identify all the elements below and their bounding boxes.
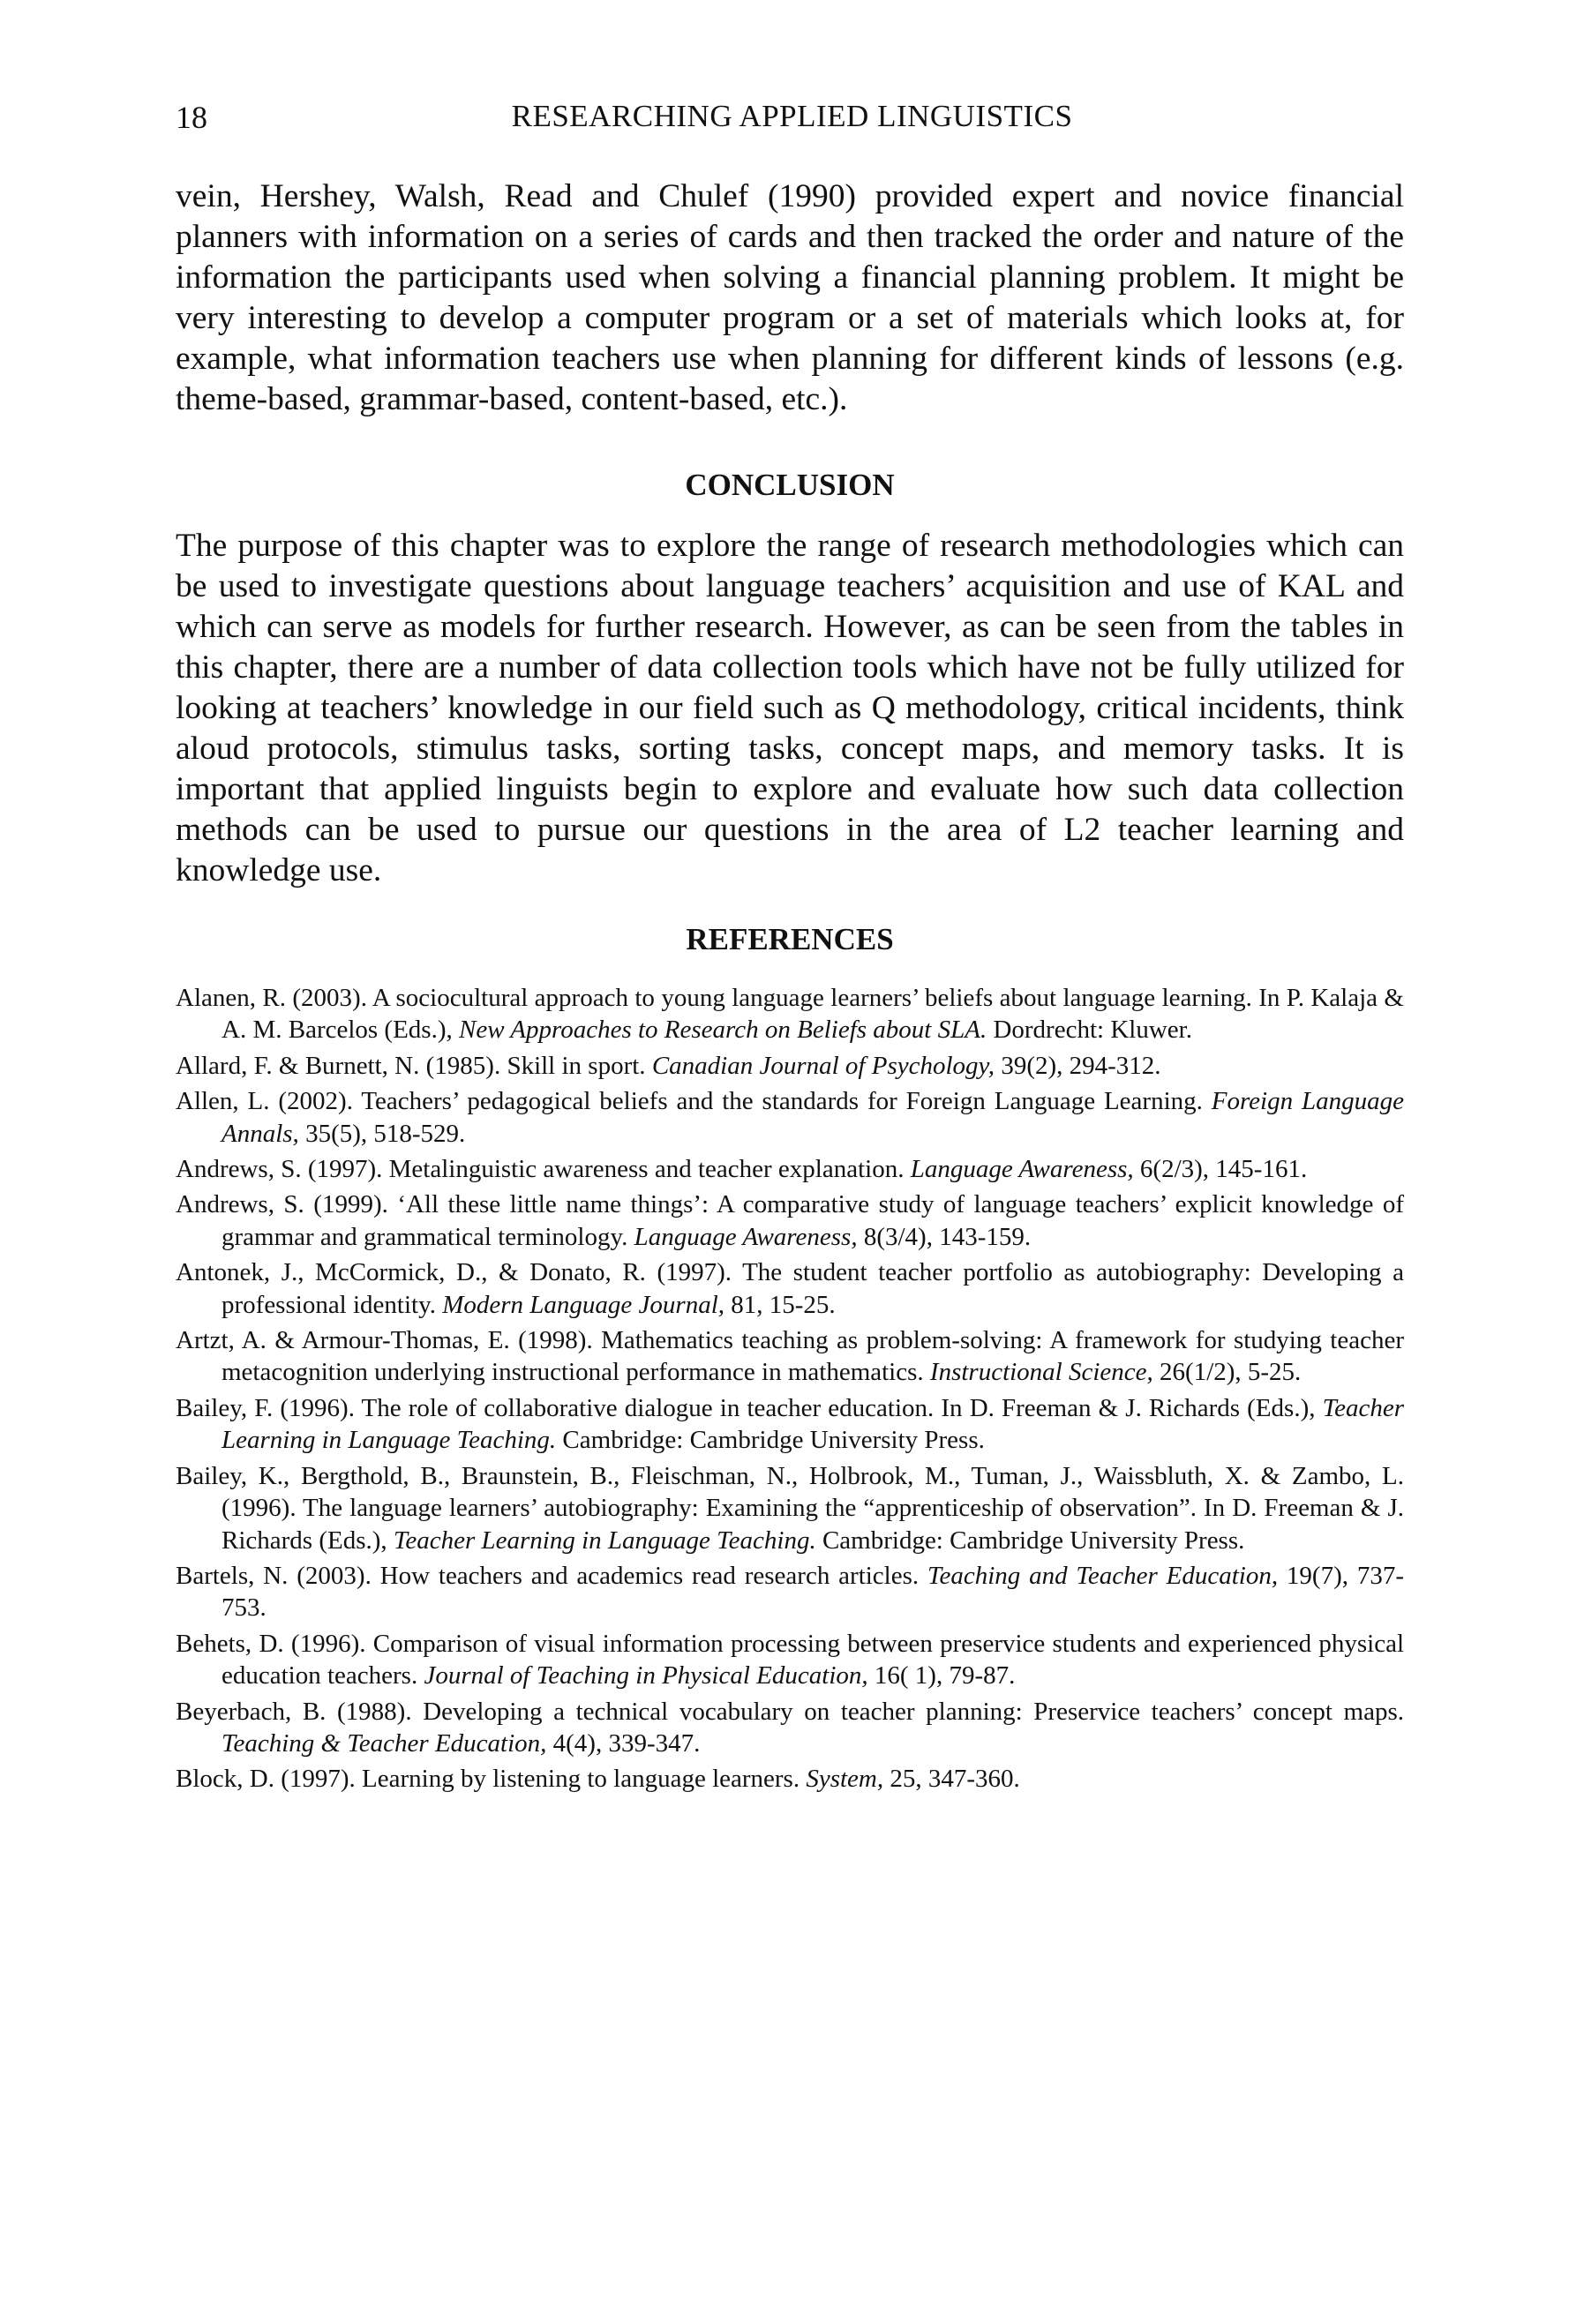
reference-details: 19(7), 737-753. [221,1561,1404,1623]
reference-title: Instructional Science, [929,1358,1153,1387]
reference-item [176,1085,1404,1150]
reference-text: Alanen, R. (2003). A sociocultural approach to young language learners’ beliefs about language learning. In P. Kalaja & A. M. Barcelos (Eds.), [176,984,1404,1045]
reference-details: 39(2), 294-312. [995,1051,1161,1080]
reference-details: 26(1/2), 5-25. [1152,1358,1302,1387]
references-heading: REFERENCES [686,922,894,956]
reference-details: Cambridge: Cambridge University Press. [815,1526,1245,1555]
reference-title: Canadian Journal of Psychology, [651,1051,995,1080]
running-head: RESEARCHING APPLIED LINGUISTICS [511,99,1073,133]
reference-text: Bartels, N. (2003). How teachers and academics read research articles. [176,1561,927,1590]
reference-text: Andrews, S. (1999). ‘All these little name things’: A comparative study of language teachers’ explicit knowledge of grammar and grammatical terminology. [176,1190,1404,1251]
reference-title: Journal of Teaching in Physical Education, [424,1661,868,1691]
reference-item [176,1392,1404,1457]
reference-details: 81, 15-25. [724,1290,836,1319]
reference-details: Dordrecht: Kluwer. [987,1016,1192,1045]
reference-item [176,1324,1404,1389]
reference-title: Teaching and Teacher Education, [927,1561,1279,1590]
intro-paragraph: vein, Hershey, Walsh, Read and Chulef (1990) provided expert and novice financial planners with information on a series of cards and then tracked the order and nature of the information the participants used when solving a financial planning problem. It might be very interesting to develop a computer program or a set of materials which looks at, for example, what information teachers use when planning for different kinds of lessons (e.g. theme-based, grammar-based, content-based, etc.). [176,178,1404,417]
reference-item [176,1763,1404,1795]
reference-title: Teaching & Teacher Education, [221,1728,547,1758]
reference-title: Modern Language Journal, [442,1290,724,1319]
reference-title: System, [806,1765,884,1794]
reference-details: 6(2/3), 145-161. [1133,1155,1308,1184]
reference-title: Language Awareness, [910,1155,1134,1184]
conclusion-heading: CONCLUSION [685,468,895,502]
reference-text: Bailey, K., Bergthold, B., Braunstein, B., Fleischman, N., Holbrook, M., Tuman, J., Waissbluth, X. & Zambo, L. (1996). The language learners’ autobiography: Examining the “apprenticeship of observation”. In D. Freeman & J. Richards (Eds.), [176,1461,1404,1555]
reference-title: Language Awareness, [634,1222,858,1251]
conclusion-paragraph: The purpose of this chapter was to explore the range of research methodologies which can be used to investigate questions about language teachers’ acquisition and use of KAL and which can serve as models for further research. However, as can be seen from the tables in this chapter, there are a number of data collection tools which have not be fully utilized for looking at teachers’ knowledge in our field such as Q methodology, critical incidents, think aloud protocols, stimulus tasks, sorting tasks, concept maps, and memory tasks. It is important that applied linguists begin to explore and evaluate how such data collection methods can be used to pursue our questions in the area of L2 teacher learning and knowledge use. [176,528,1404,888]
reference-item [176,1460,1404,1556]
reference-details: 16( 1), 79-87. [867,1661,1016,1691]
reference-item [176,1153,1404,1185]
page-number: 18 [176,100,207,135]
reference-text: Andrews, S. (1997). Metalinguistic awareness and teacher explanation. [176,1155,911,1184]
reference-title: New Approaches to Research on Beliefs about SLA. [459,1016,987,1045]
reference-item [176,982,1404,1046]
reference-item [176,1256,1404,1321]
reference-item [176,1050,1404,1082]
reference-title: Teacher Learning in Language Teaching. [393,1526,816,1555]
reference-text: Beyerbach, B. (1988). Developing a technical vocabulary on teacher planning: Preservice teachers’ concept maps. [176,1697,1404,1726]
reference-text: Artzt, A. & Armour-Thomas, E. (1998). Mathematics teaching as problem-solving: A framework for studying teacher metacognition underlying instructional performance in mathematics. [176,1326,1404,1387]
reference-details: Cambridge: Cambridge University Press. [556,1426,985,1455]
reference-item [176,1628,1404,1692]
reference-details: 25, 347-360. [883,1765,1020,1794]
reference-text: Block, D. (1997). Learning by listening to language learners. [176,1765,807,1794]
reference-item [176,1188,1404,1253]
reference-item [176,1560,1404,1624]
reference-text: Bailey, F. (1996). The role of collaborative dialogue in teacher education. In D. Freeman & J. Richards (Eds.), [176,1393,1323,1422]
reference-details: 4(4), 339-347. [546,1728,701,1758]
reference-text: Behets, D. (1996). Comparison of visual information processing between preservice students and experienced physical education teachers. [176,1629,1404,1691]
reference-details: 8(3/4), 143-159. [857,1222,1032,1251]
reference-text: Allen, L. (2002). Teachers’ pedagogical beliefs and the standards for Foreign Language Learning. [176,1087,1212,1116]
reference-list [176,982,1404,1799]
reference-item [176,1696,1404,1760]
reference-title: Foreign Language Annals, [221,1087,1404,1148]
reference-title: Teacher Learning in Language Teaching. [221,1393,1404,1455]
reference-details: 35(5), 518-529. [298,1119,466,1148]
reference-text: Antonek, J., McCormick, D., & Donato, R. (1997). The student teacher portfolio as autobiography: Developing a professional identity. [176,1258,1404,1319]
reference-text: Allard, F. & Burnett, N. (1985). Skill in sport. [176,1051,652,1080]
